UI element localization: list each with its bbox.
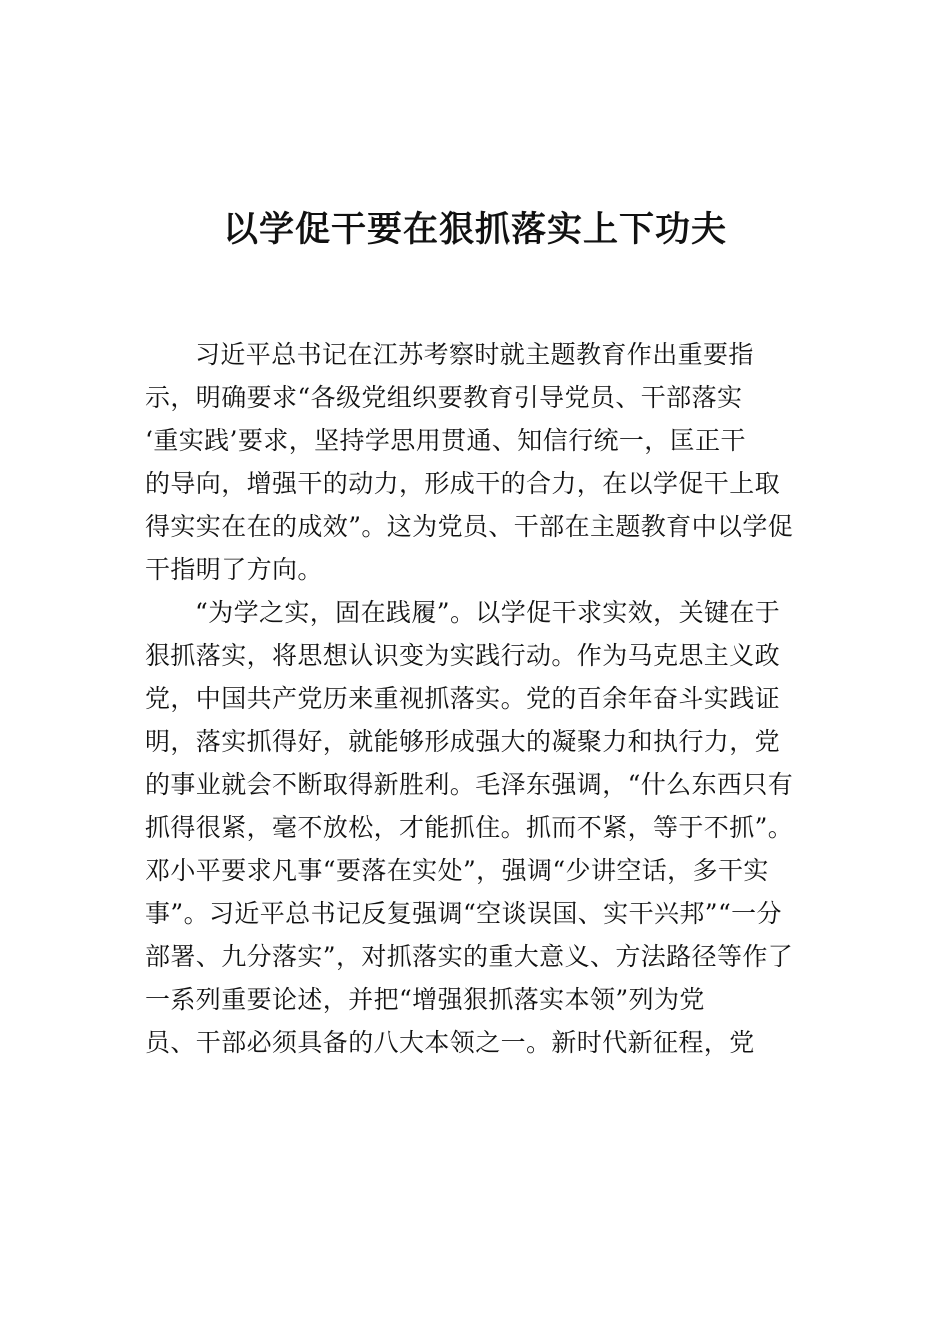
text-line: 习近平总书记在江苏考察时就主题教育作出重要指 xyxy=(195,340,754,369)
text-line: 事”。习近平总书记反复强调“空谈误国、实干兴邦”“一分 xyxy=(145,899,782,928)
text-line: 狠抓落实，将思想认识变为实践行动。作为马克思主义政 xyxy=(145,641,781,670)
text-line: 一系列重要论述，并把“增强狠抓落实本领”列为党 xyxy=(145,985,705,1014)
paragraph-2 xyxy=(145,591,805,1064)
text-line: 抓得很紧，毫不放松，才能抓住。抓而不紧，等于不抓”。 xyxy=(145,813,794,842)
article-body xyxy=(145,333,805,1064)
text-line: 得实实在在的成效”。这为党员、干部在主题教育中以学促 xyxy=(145,512,794,541)
text-line: 邓小平要求凡事“要落在实处”，强调“少讲空话，多干实 xyxy=(145,856,769,885)
text-line: ‘重实践’要求，坚持学思用贯通、知信行统一，匡正干 xyxy=(145,426,746,455)
paragraph-1 xyxy=(145,333,805,591)
text-line: 干指明了方向。 xyxy=(145,555,323,584)
text-line: 的事业就会不断取得新胜利。毛泽东强调，“什么东西只有 xyxy=(145,770,794,799)
text-line: 的导向，增强干的动力，形成干的合力，在以学促干上取 xyxy=(145,469,781,498)
page-title: 以学促干要在狠抓落实上下功夫 xyxy=(222,209,727,250)
text-line: 示，明确要求“各级党组织要教育引导党员、干部落实 xyxy=(145,383,743,412)
text-line: 员、干部必须具备的八大本领之一。新时代新征程，党 xyxy=(145,1028,755,1057)
text-line: “为学之实，固在践履”。以学促干求实效，关键在于 xyxy=(195,598,781,627)
text-line: 明，落实抓得好，就能够形成强大的凝聚力和执行力，党 xyxy=(145,727,781,756)
text-line: 党，中国共产党历来重视抓落实。党的百余年奋斗实践证 xyxy=(145,684,781,713)
text-line: 部署、九分落实”，对抓落实的重大意义、方法路径等作了 xyxy=(145,942,794,971)
